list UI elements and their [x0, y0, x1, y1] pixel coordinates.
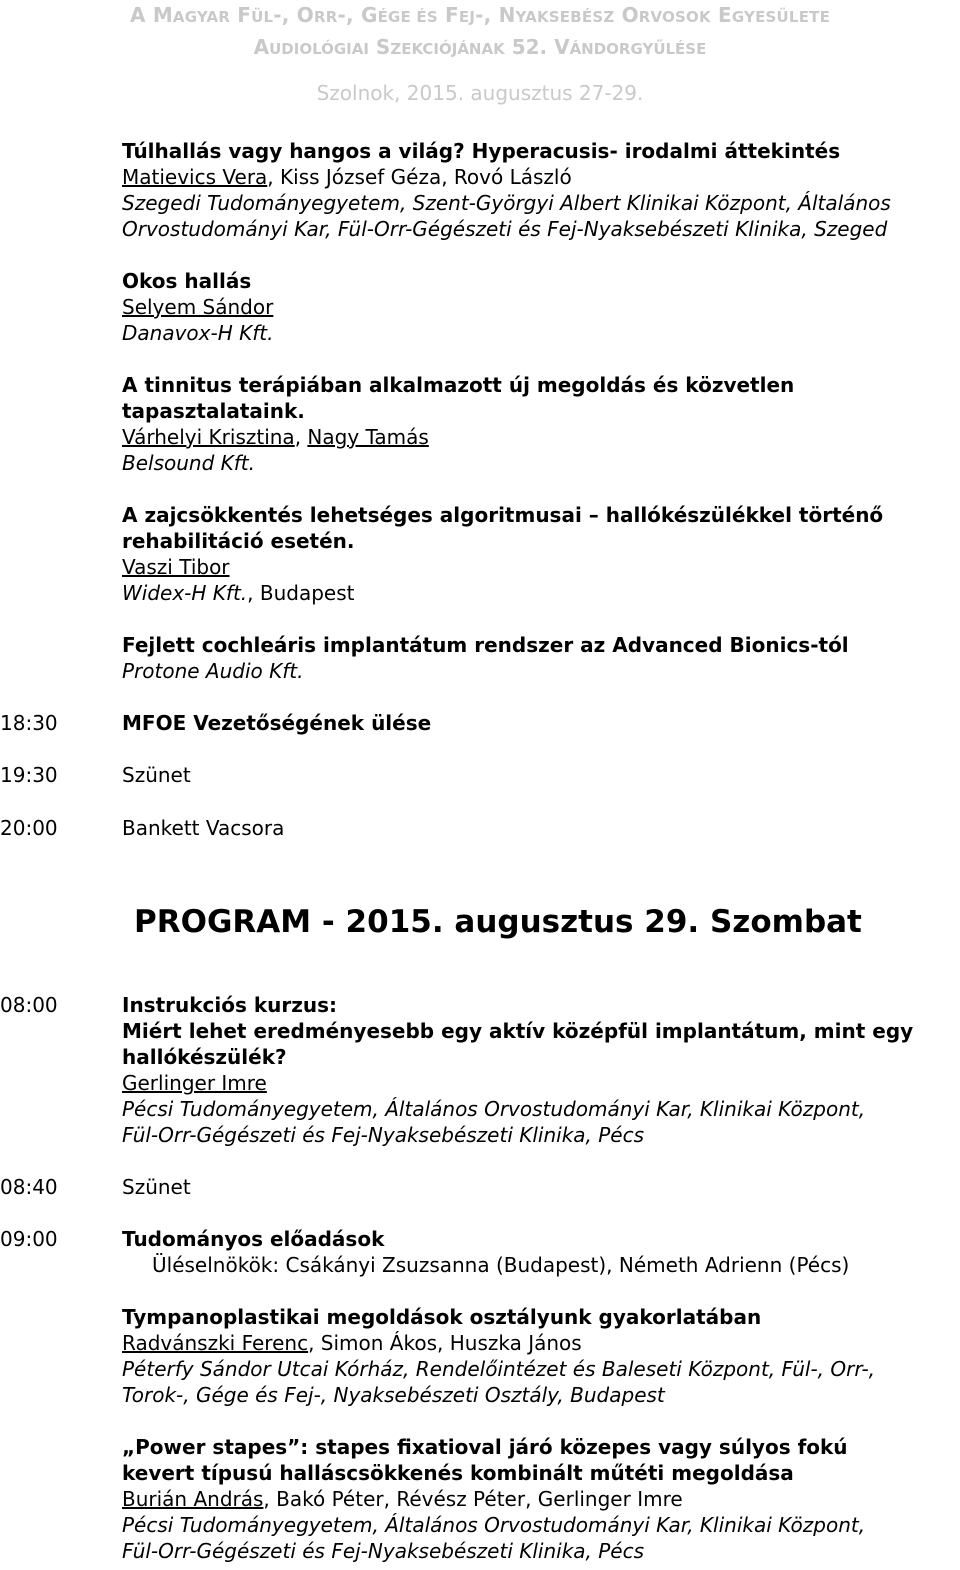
course-title: Miért lehet eredményesebb egy aktív középfül implantátum, mint egy — [122, 1019, 914, 1043]
course-affiliation: Fül-Orr-Gégészeti és Fej-Nyaksebészeti Klinika, Pécs — [122, 1123, 645, 1147]
talk-4 — [122, 502, 960, 606]
talk-day29-2 — [122, 1434, 960, 1564]
course-affiliation: Pécsi Tudományegyetem, Általános Orvostudományi Kar, Klinikai Központ, — [122, 1097, 866, 1121]
document-header — [0, 2, 960, 106]
talk-title: A tinnitus terápiában alkalmazott új megoldás és közvetlen — [122, 373, 795, 397]
course-block — [122, 992, 960, 1148]
talk-title: tapasztalataink. — [122, 399, 305, 423]
schedule-time: 20:00 — [0, 816, 58, 840]
schedule-time: 18:30 — [0, 711, 58, 735]
course-author: Gerlinger Imre — [122, 1071, 267, 1095]
session-chairs: Üléselnökök: Csákányi Zsuzsanna (Budapest), Németh Adrienn (Pécs) — [152, 1253, 850, 1277]
talk-affiliation: Pécsi Tudományegyetem, Általános Orvostudományi Kar, Klinikai Központ, — [122, 1513, 866, 1537]
header-line-1: A MAGYAR FÜL-, ORR-, GÉGE ÉS FEJ-, NYAKSEBÉSZ ORVOSOK EGYESÜLETE — [129, 3, 831, 27]
session-label: Tudományos előadások — [122, 1227, 385, 1251]
schedule-label: Szünet — [122, 763, 191, 787]
schedule-label: MFOE Vezetőségének ülése — [122, 711, 432, 735]
talk-title: „Power stapes”: stapes fixatioval járó közepes vagy súlyos fokú — [122, 1435, 848, 1459]
talk-title: Túlhallás vagy hangos a világ? Hyperacusis- irodalmi áttekintés — [122, 139, 841, 163]
talk-1 — [122, 138, 960, 242]
talk-affiliation: Danavox-H Kft. — [122, 321, 274, 345]
talk-affiliation: Belsound Kft. — [122, 451, 255, 475]
talk-3 — [122, 372, 960, 476]
course-label: Instrukciós kurzus: — [122, 993, 338, 1017]
talk-authors: Várhelyi Krisztina, Nagy Tamás — [122, 425, 429, 449]
day-heading: PROGRAM - 2015. augusztus 29. Szombat — [134, 904, 862, 940]
talk-authors: Selyem Sándor — [122, 295, 274, 319]
session-block — [122, 1226, 960, 1278]
course-title: hallókészülék? — [122, 1045, 287, 1069]
schedule-time: 08:00 — [0, 993, 58, 1017]
talk-title: Tympanoplastikai megoldások osztályunk gyakorlatában — [122, 1305, 762, 1329]
talk-affiliation: Protone Audio Kft. — [122, 659, 304, 683]
talk-title: Fejlett cochleáris implantátum rendszer az Advanced Bionics-tól — [122, 633, 849, 657]
schedule-time: 08:40 — [0, 1175, 58, 1199]
talk-title: kevert típusú halláscsökkenés kombinált műtéti megoldása — [122, 1461, 794, 1485]
talk-affiliation: Szegedi Tudományegyetem, Szent-Györgyi Albert Klinikai Központ, Általános — [122, 191, 891, 215]
talk-affiliation: Péterfy Sándor Utcai Kórház, Rendelőintézet és Baleseti Központ, Fül-, Orr-, — [122, 1357, 876, 1381]
talk-title: rehabilitáció esetén. — [122, 529, 355, 553]
header-place-date: Szolnok, 2015. augusztus 27-29. — [316, 81, 644, 105]
talk-2 — [122, 268, 960, 346]
talk-5 — [122, 632, 960, 684]
schedule-label: Szünet — [122, 1175, 191, 1199]
talk-authors: Burián András, Bakó Péter, Révész Péter, Gerlinger Imre — [122, 1487, 683, 1511]
schedule-time: 09:00 — [0, 1227, 58, 1251]
schedule-time: 19:30 — [0, 763, 58, 787]
talk-affiliation: Torok-, Gége és Fej-, Nyaksebészeti Osztály, Budapest — [122, 1383, 665, 1407]
talk-day29-1 — [122, 1304, 960, 1408]
schedule-label: Bankett Vacsora — [122, 816, 285, 840]
talk-affiliation: Widex-H Kft., Budapest — [122, 581, 355, 605]
talk-authors: Radvánszki Ferenc, Simon Ákos, Huszka János — [122, 1331, 582, 1355]
talk-authors: Matievics Vera, Kiss József Géza, Rovó László — [122, 165, 572, 189]
talk-title: Okos hallás — [122, 269, 252, 293]
talk-title: A zajcsökkentés lehetséges algoritmusai – hallókészülékkel történő — [122, 503, 884, 527]
talk-affiliation: Fül-Orr-Gégészeti és Fej-Nyaksebészeti Klinika, Pécs — [122, 1539, 645, 1563]
header-line-2: AUDIOLÓGIAI SZEKCIÓJÁNAK 52. VÁNDORGYŰLÉSE — [253, 35, 707, 59]
talk-authors: Vaszi Tibor — [122, 555, 230, 579]
talk-affiliation: Orvostudományi Kar, Fül-Orr-Gégészeti és Fej-Nyaksebészeti Klinika, Szeged — [122, 217, 888, 241]
